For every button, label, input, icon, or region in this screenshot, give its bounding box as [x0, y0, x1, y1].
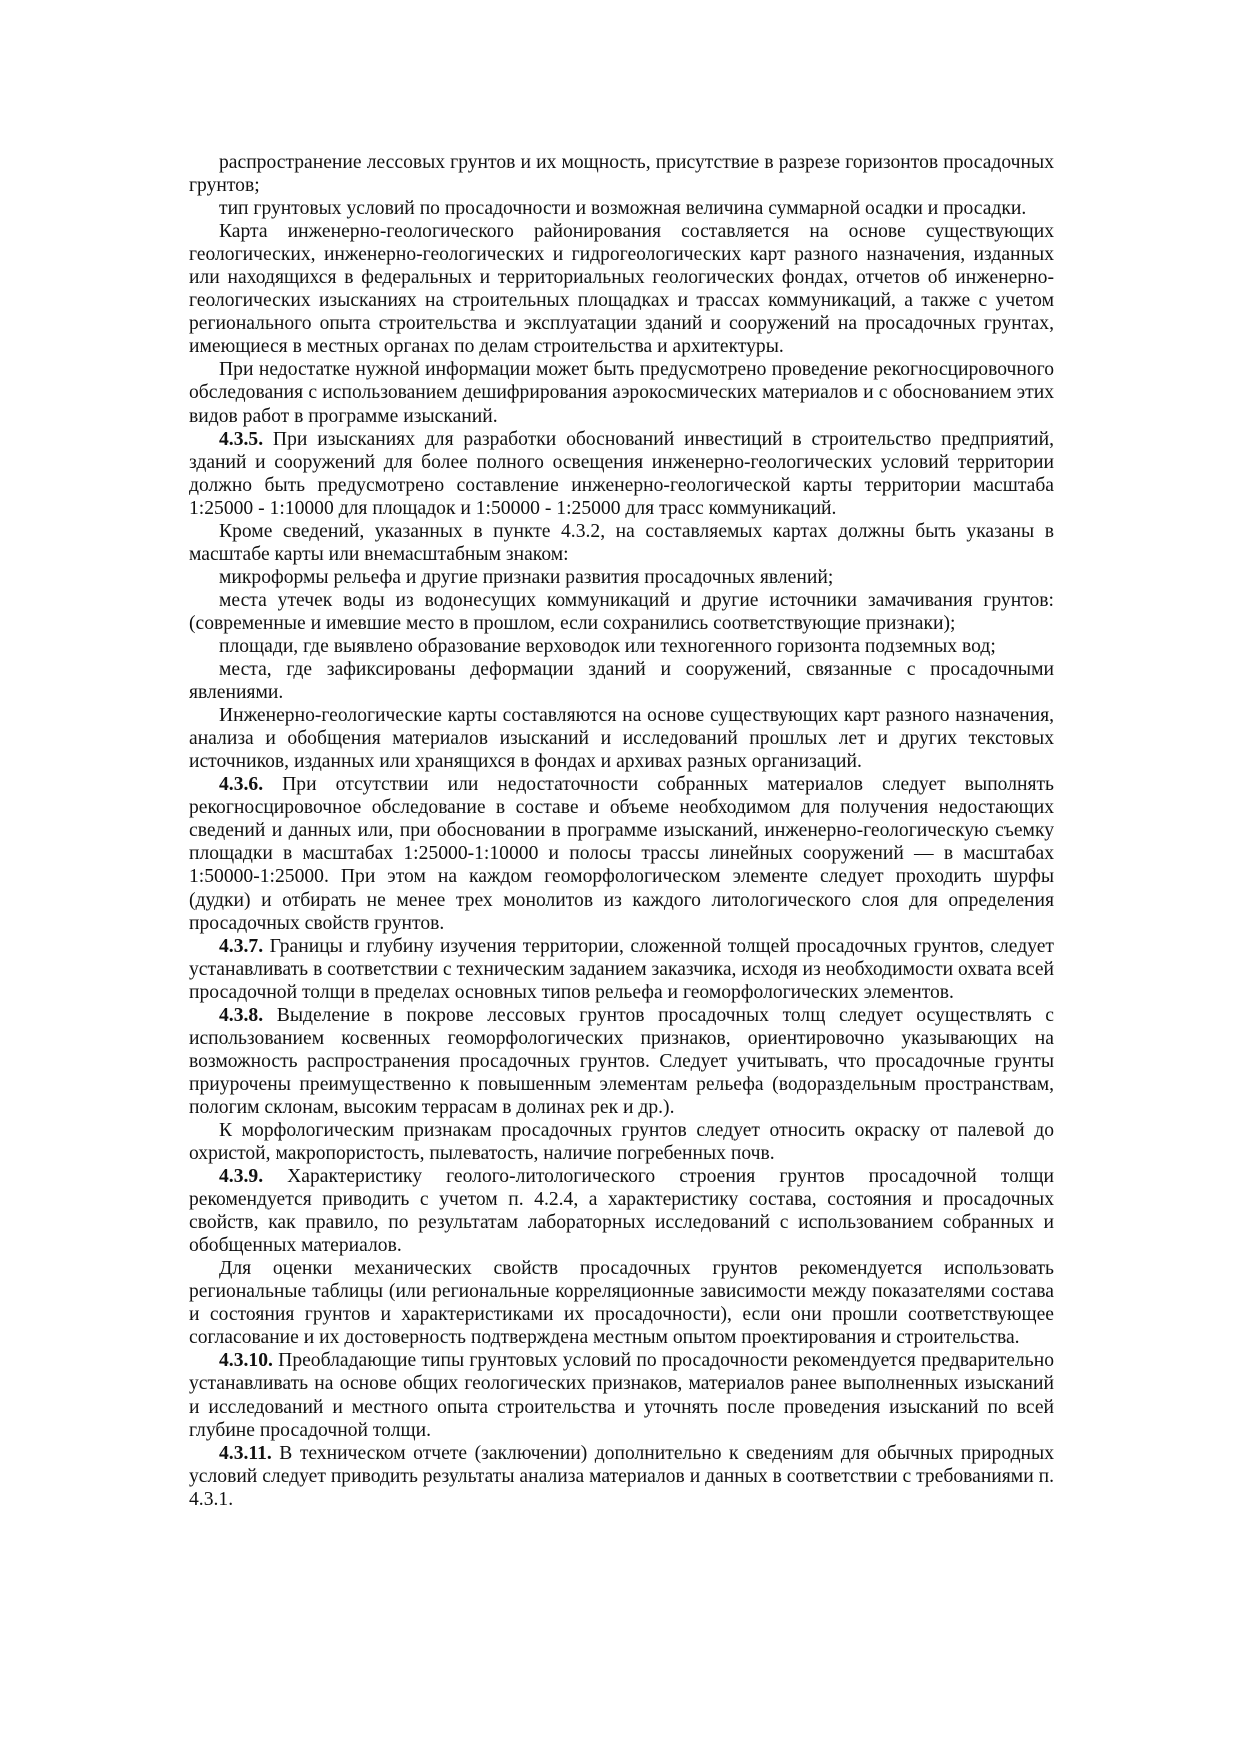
clause-number: 4.3.8.	[219, 1004, 264, 1026]
paragraph-text: микроформы рельефа и другие признаки развития просадочных явлений;	[219, 566, 834, 588]
paragraph-geology-maps	[189, 704, 1054, 773]
clause-4-3-11	[189, 1442, 1054, 1511]
paragraph-text: Карта инженерно-геологического районирования составляется на основе существующих геологических, инженерно-геологических и гидрогеологических карт разного назначения, изданных или находящихся в федеральных и территориальных геологических фондах, отчетов об инженерно-геологических изысканиях на строительных площадках и трассах коммуникаций, а также с учетом регионального опыта строительства и эксплуатации зданий и сооружений на просадочных грунтах, имеющиеся в местных органах по делам строительства и архитектуры.	[189, 221, 1054, 358]
clause-4-3-10	[189, 1349, 1054, 1441]
list-item-microrelief	[189, 566, 1054, 589]
paragraph-loess-distribution	[189, 151, 1054, 197]
paragraph-text: Выделение в покрове лессовых грунтов просадочных толщ следует осуществлять с использованием косвенных геоморфологических признаков, ориентировочно указывающих на возможность распространения просадочных грунтов. Следует учитывать, что просадочные грунты приурочены преимущественно к повышенным элементам рельефа (водораздельным пространствам, пологим склонам, высоким террасам в долинах рек и др.).	[189, 1004, 1054, 1118]
clause-number: 4.3.6.	[219, 774, 264, 796]
paragraph-text: Кроме сведений, указанных в пункте 4.3.2, на составляемых картах должны быть указаны в масштабе карты или внемасштабным знаком:	[189, 520, 1054, 565]
paragraph-text: Преобладающие типы грунтовых условий по просадочности рекомендуется предварительно устанавливать на основе общих геологических признаков, материалов ранее выполненных изысканий и исследований и местного опыта строительства и уточнять после проведения изысканий по всей глубине просадочной толщи.	[189, 1350, 1054, 1441]
paragraph-insufficient-info	[189, 358, 1054, 427]
paragraph-morphological-signs	[189, 1119, 1054, 1165]
paragraph-regional-tables	[189, 1257, 1054, 1349]
clause-number: 4.3.11.	[219, 1442, 272, 1464]
paragraph-text: При изысканиях для разработки обоснований инвестиций в строительство предприятий, зданий и сооружений для более полного освещения инженерно-геологических условий территории должно быть предусмотрено составление инженерно-геологической карты территории масштаба 1:25000 - 1:10000 для площадок и 1:50000 - 1:25000 для трасс коммуникаций.	[189, 428, 1054, 519]
clause-4-3-5	[189, 428, 1054, 520]
paragraph-map-contents	[189, 520, 1054, 566]
paragraph-ground-type	[189, 197, 1054, 220]
clause-4-3-8	[189, 1004, 1054, 1119]
paragraph-text: При отсутствии или недостаточности собранных материалов следует выполнять рекогносцировочное обследование в составе и объеме необходимом для получения недостающих сведений и данных или, при обосновании в программе изысканий, инженерно-геологическую съемку площадки в масштабах 1:25000-1:10000 и полосы трассы линейных сооружений — в масштабах 1:50000-1:25000. При этом на каждом геоморфологическом элементе следует проходить шурфы (дудки) и отбирать не менее трех монолитов из каждого литологического слоя для определения просадочных свойств грунтов.	[189, 774, 1054, 934]
paragraph-text: распространение лессовых грунтов и их мощность, присутствие в разрезе горизонтов просадочных грунтов;	[189, 152, 1054, 197]
clause-number: 4.3.5.	[219, 428, 264, 450]
clause-4-3-6	[189, 773, 1054, 934]
clause-4-3-9	[189, 1165, 1054, 1257]
paragraph-text: Инженерно-геологические карты составляются на основе существующих карт разного назначения, анализа и обобщения материалов изысканий и исследований прошлых лет и других текстовых источников, изданных или хранящихся в фондах и архивах разных организаций.	[189, 705, 1054, 773]
paragraph-text: Границы и глубину изучения территории, сложенной толщей просадочных грунтов, следует устанавливать в соответствии с техническим заданием заказчика, исходя из необходимости охвата всей просадочной толщи в пределах основных типов рельефа и геоморфологических элементов.	[189, 935, 1054, 1003]
list-item-deformations	[189, 658, 1054, 704]
clause-4-3-7	[189, 935, 1054, 1004]
paragraph-text: Характеристику геолого-литологического строения грунтов просадочной толщи рекомендуется приводить с учетом п. 4.2.4, а характеристику состава, состояния и просадочных свойств, как правило, по результатам лабораторных исследований с использованием собранных и обобщенных материалов.	[189, 1166, 1054, 1257]
paragraph-text: При недостатке нужной информации может быть предусмотрено проведение рекогносцировочного обследования с использованием дешифрирования аэрокосмических материалов и с обоснованием этих видов работ в программе изысканий.	[189, 359, 1054, 427]
clause-number: 4.3.10.	[219, 1350, 273, 1372]
list-item-water-leaks	[189, 589, 1054, 635]
paragraph-text: В техническом отчете (заключении) дополнительно к сведениям для обычных природных условий следует приводить результаты анализа материалов и данных в соответствии с требованиями п. 4.3.1.	[189, 1442, 1054, 1510]
clause-number: 4.3.9.	[219, 1166, 264, 1188]
paragraph-zoning-map	[189, 220, 1054, 358]
paragraph-text: площади, где выявлено образование верховодок или техногенного горизонта подземных вод;	[219, 635, 996, 657]
paragraph-text: места, где зафиксированы деформации зданий и сооружений, связанные с просадочными явлениями.	[189, 659, 1054, 704]
paragraph-text: тип грунтовых условий по просадочности и возможная величина суммарной осадки и просадки.	[219, 198, 1027, 220]
paragraph-text: места утечек воды из водонесущих коммуникаций и другие источники замачивания грунтов: (современные и имевшие место в прошлом, если сохранились соответствующие признаки);	[189, 589, 1054, 634]
list-item-perched-water	[189, 635, 1054, 658]
clause-number: 4.3.7.	[219, 935, 264, 957]
paragraph-text: Для оценки механических свойств просадочных грунтов рекомендуется использовать региональные таблицы (или региональные корреляционные зависимости между показателями состава и состояния грунтов и характеристиками их просадочности), если они прошли соответствующее согласование и их достоверность подтверждена местным опытом проектирования и строительства.	[189, 1258, 1054, 1349]
paragraph-text: К морфологическим признакам просадочных грунтов следует относить окраску от палевой до охристой, макропористость, пылеватость, наличие погребенных почв.	[189, 1119, 1054, 1165]
